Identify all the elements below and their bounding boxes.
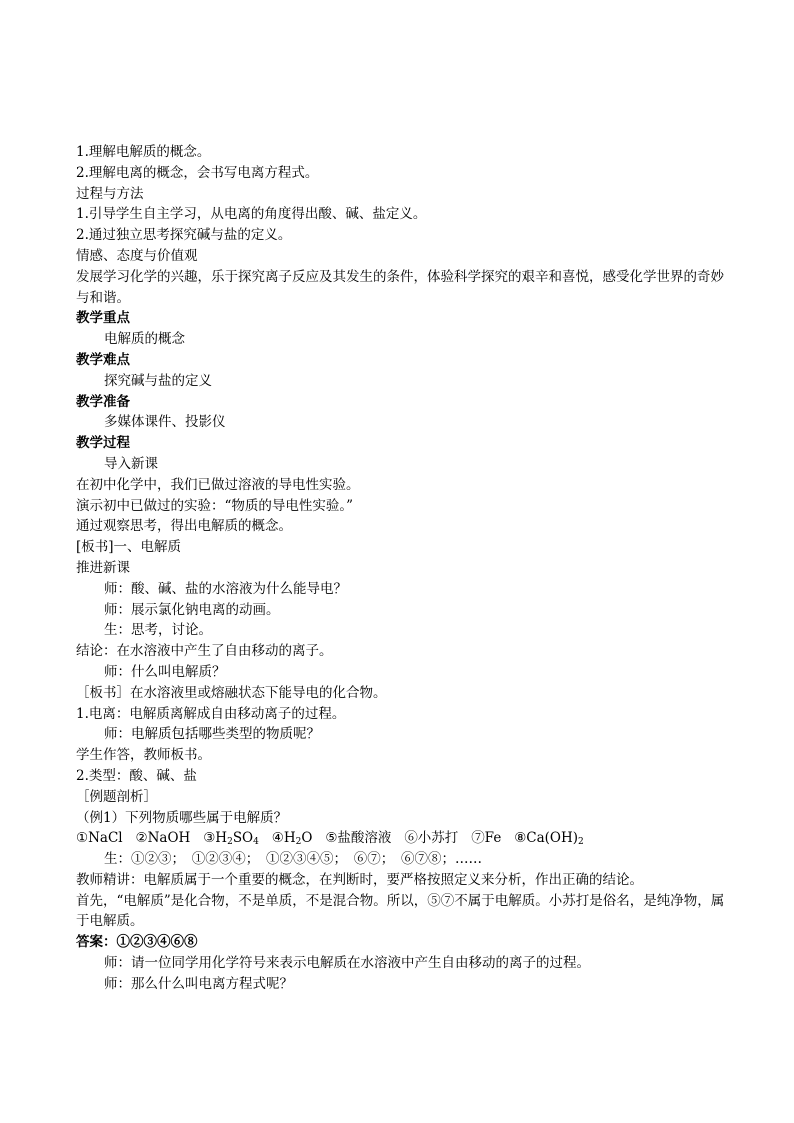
dialogue-line: 师：什么叫电解质？ (104, 663, 226, 680)
preparation-text: 多媒体课件、投影仪 (104, 414, 226, 431)
key-point-text: 电解质的概念 (104, 331, 185, 348)
dialogue-line: 师：请一位同学用化学符号来表示电解质在水溶液中产生自由移动的离子的过程。 (104, 955, 590, 972)
example-heading: ［例题剖析］ (76, 788, 157, 805)
definition: 1.电离：电解质离解成自由移动离子的过程。 (76, 705, 346, 722)
teacher-explanation: 教师精讲：电解质属于一个重要的概念，在判断时，要严格按照定义来分析，作出正确的结论。 (76, 871, 643, 888)
paragraph: 推进新课 (76, 559, 130, 576)
dialogue-line: 生：思考，讨论。 (104, 622, 212, 639)
intro-heading: 导入新课 (104, 455, 158, 472)
heading-process: 教学过程 (76, 435, 130, 452)
student-answers: 生：①②③； ①②③④； ①②③④⑤； ⑥⑦； ⑥⑦⑧；…… (104, 851, 482, 868)
conclusion: 结论：在水溶液中产生了自由移动的离子。 (76, 643, 333, 660)
dialogue-line: 师：那么什么叫电离方程式呢？ (104, 975, 293, 992)
explanation-paragraph: 首先，“电解质”是化合物，不是单质，不是混合物。所以，⑤⑦不属于电解质。小苏打是俗名，是纯净物，属于电解质。 (76, 892, 725, 930)
board-note: ［板书］在水溶液里或熔融状态下能导电的化合物。 (76, 684, 387, 701)
dialogue-line: 师：电解质包括哪些类型的物质呢？ (104, 726, 320, 743)
document-body (76, 142, 726, 995)
dialogue-line: 师：展示氯化钠电离的动画。 (104, 601, 280, 618)
objective-1: 1.理解电解质的概念。 (76, 144, 211, 160)
example-question: （例1）下列物质哪些属于电解质？ (76, 809, 288, 826)
method-2: 2.通过独立思考探究碱与盐的定义。 (76, 227, 292, 244)
example-options: ①NaCl ②NaOH $③H_2SO_4$ $④H_2O$ ⑤盐酸溶液 ⑥小苏打 ⑦Fe $⑧Ca(OH)_2$ (76, 830, 584, 848)
paragraph: 在初中化学中，我们已做过溶液的导电性实验。 (76, 476, 360, 493)
objective-2: 2.理解电离的概念，会书写电离方程式。 (76, 164, 319, 181)
definition: 2.类型：酸、碱、盐 (76, 767, 197, 784)
dialogue-line: 师：酸、碱、盐的水溶液为什么能导电？ (104, 580, 347, 597)
heading-process-method: 过程与方法 (76, 185, 144, 202)
paragraph: 学生作答，教师板书。 (76, 747, 211, 764)
difficulty-text: 探究碱与盐的定义 (104, 372, 212, 389)
paragraph: 演示初中已做过的实验：“物质的导电性实验。” (76, 497, 354, 514)
heading-emotion-values: 情感、态度与价值观 (76, 247, 198, 264)
emotion-text: 发展学习化学的兴趣，乐于探究离子反应及其发生的条件，体验科学探究的艰辛和喜悦，感受化学世界的奇妙与和谐。 (76, 268, 724, 306)
board-note: [板书]一、电解质 (76, 539, 182, 556)
heading-preparation: 教学准备 (76, 393, 130, 410)
answer: 答案：①②③④⑥⑧ (76, 934, 198, 951)
method-1: 1.引导学生自主学习，从电离的角度得出酸、碱、盐定义。 (76, 206, 427, 223)
paragraph: 通过观察思考，得出电解质的概念。 (76, 518, 292, 535)
heading-key-point: 教学重点 (76, 310, 130, 327)
heading-difficulty: 教学难点 (76, 351, 130, 368)
